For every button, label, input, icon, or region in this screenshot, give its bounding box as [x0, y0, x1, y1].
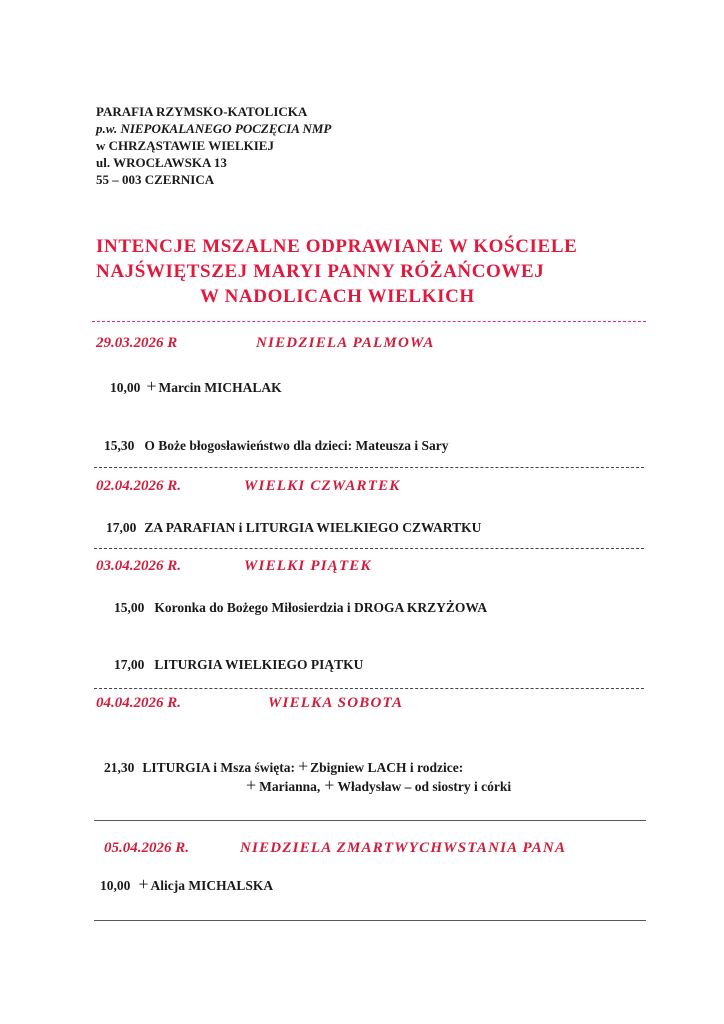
day-1-entry-1	[110, 376, 282, 396]
divider	[94, 467, 644, 468]
cross-icon: +	[246, 775, 257, 795]
cross-icon: +	[138, 874, 149, 894]
day-1-entry-2	[104, 438, 448, 454]
entry-time: 21,30	[104, 760, 135, 775]
day-2-date: 02.04.2026 R.	[96, 478, 182, 494]
parish-location: w CHRZĄSTAWIE WIELKIEJ	[96, 138, 274, 153]
entry-text: ZA PARAFIAN i LITURGIA WIELKIEGO CZWARTKU	[144, 520, 482, 535]
entry-text: O Boże błogosławieństwo dla dzieci: Mateusza i Sary	[144, 438, 449, 453]
entry-text: Marianna,	[259, 779, 321, 794]
cross-icon: +	[298, 756, 309, 776]
entry-time: 10,00	[100, 878, 131, 893]
entry-time: 15,30	[104, 438, 135, 453]
day-2-entry-1	[106, 520, 481, 536]
entry-text: Alicja MICHALSKA	[150, 878, 274, 893]
title-line-2: NAJŚWIĘTSZEJ MARYI PANNY RÓŻAŃCOWEJ	[96, 261, 545, 282]
divider	[94, 688, 644, 689]
cross-icon: +	[324, 775, 335, 795]
day-3-name: WIELKI PIĄTEK	[244, 558, 372, 574]
day-5-name: NIEDZIELA ZMARTWYCHWSTANIA PANA	[240, 840, 567, 856]
entry-text: Władysław – od siostry i córki	[337, 779, 512, 794]
day-4-entry-1-line-2	[246, 775, 512, 795]
title-line-3: W NADOLICACH WIELKICH	[200, 286, 475, 307]
day-3-entry-1	[114, 600, 487, 616]
cross-icon: +	[146, 376, 157, 396]
entry-text: Zbigniew LACH i rodzice:	[310, 760, 464, 775]
parish-name: PARAFIA RZYMSKO-KATOLICKA	[96, 104, 308, 119]
divider	[94, 548, 644, 549]
day-3-entry-2	[114, 657, 363, 673]
divider	[94, 820, 646, 821]
day-5-date: 05.04.2026 R.	[104, 840, 190, 856]
day-2-name: WIELKI CZWARTEK	[244, 478, 401, 494]
entry-time: 10,00	[110, 380, 141, 395]
entry-time: 15,00	[114, 600, 145, 615]
parish-street: ul. WROCŁAWSKA 13	[96, 155, 227, 170]
day-4-name: WIELKA SOBOTA	[268, 695, 404, 711]
entry-text: LITURGIA i Msza święta:	[142, 760, 295, 775]
day-1-date: 29.03.2026 R	[96, 335, 178, 351]
day-4-date: 04.04.2026 R.	[96, 695, 182, 711]
entry-text: LITURGIA WIELKIEGO PIĄTKU	[154, 657, 364, 672]
divider	[94, 920, 646, 921]
title-line-1: INTENCJE MSZALNE ODPRAWIANE W KOŚCIELE	[96, 236, 578, 257]
day-1-name: NIEDZIELA PALMOWA	[256, 335, 435, 351]
title-divider	[92, 321, 646, 322]
day-5-entry-1	[100, 874, 274, 894]
entry-text: Koronka do Bożego Miłosierdzia i DROGA KRZYŻOWA	[154, 600, 488, 615]
entry-time: 17,00	[106, 520, 137, 535]
parish-postal: 55 – 003 CZERNICA	[96, 172, 215, 187]
day-3-date: 03.04.2026 R.	[96, 558, 182, 574]
day-4-entry-1-line-1	[104, 756, 464, 776]
parish-dedication: p.w. NIEPOKALANEGO POCZĘCIA NMP	[96, 121, 332, 136]
entry-text: Marcin MICHALAK	[158, 380, 282, 395]
entry-time: 17,00	[114, 657, 145, 672]
